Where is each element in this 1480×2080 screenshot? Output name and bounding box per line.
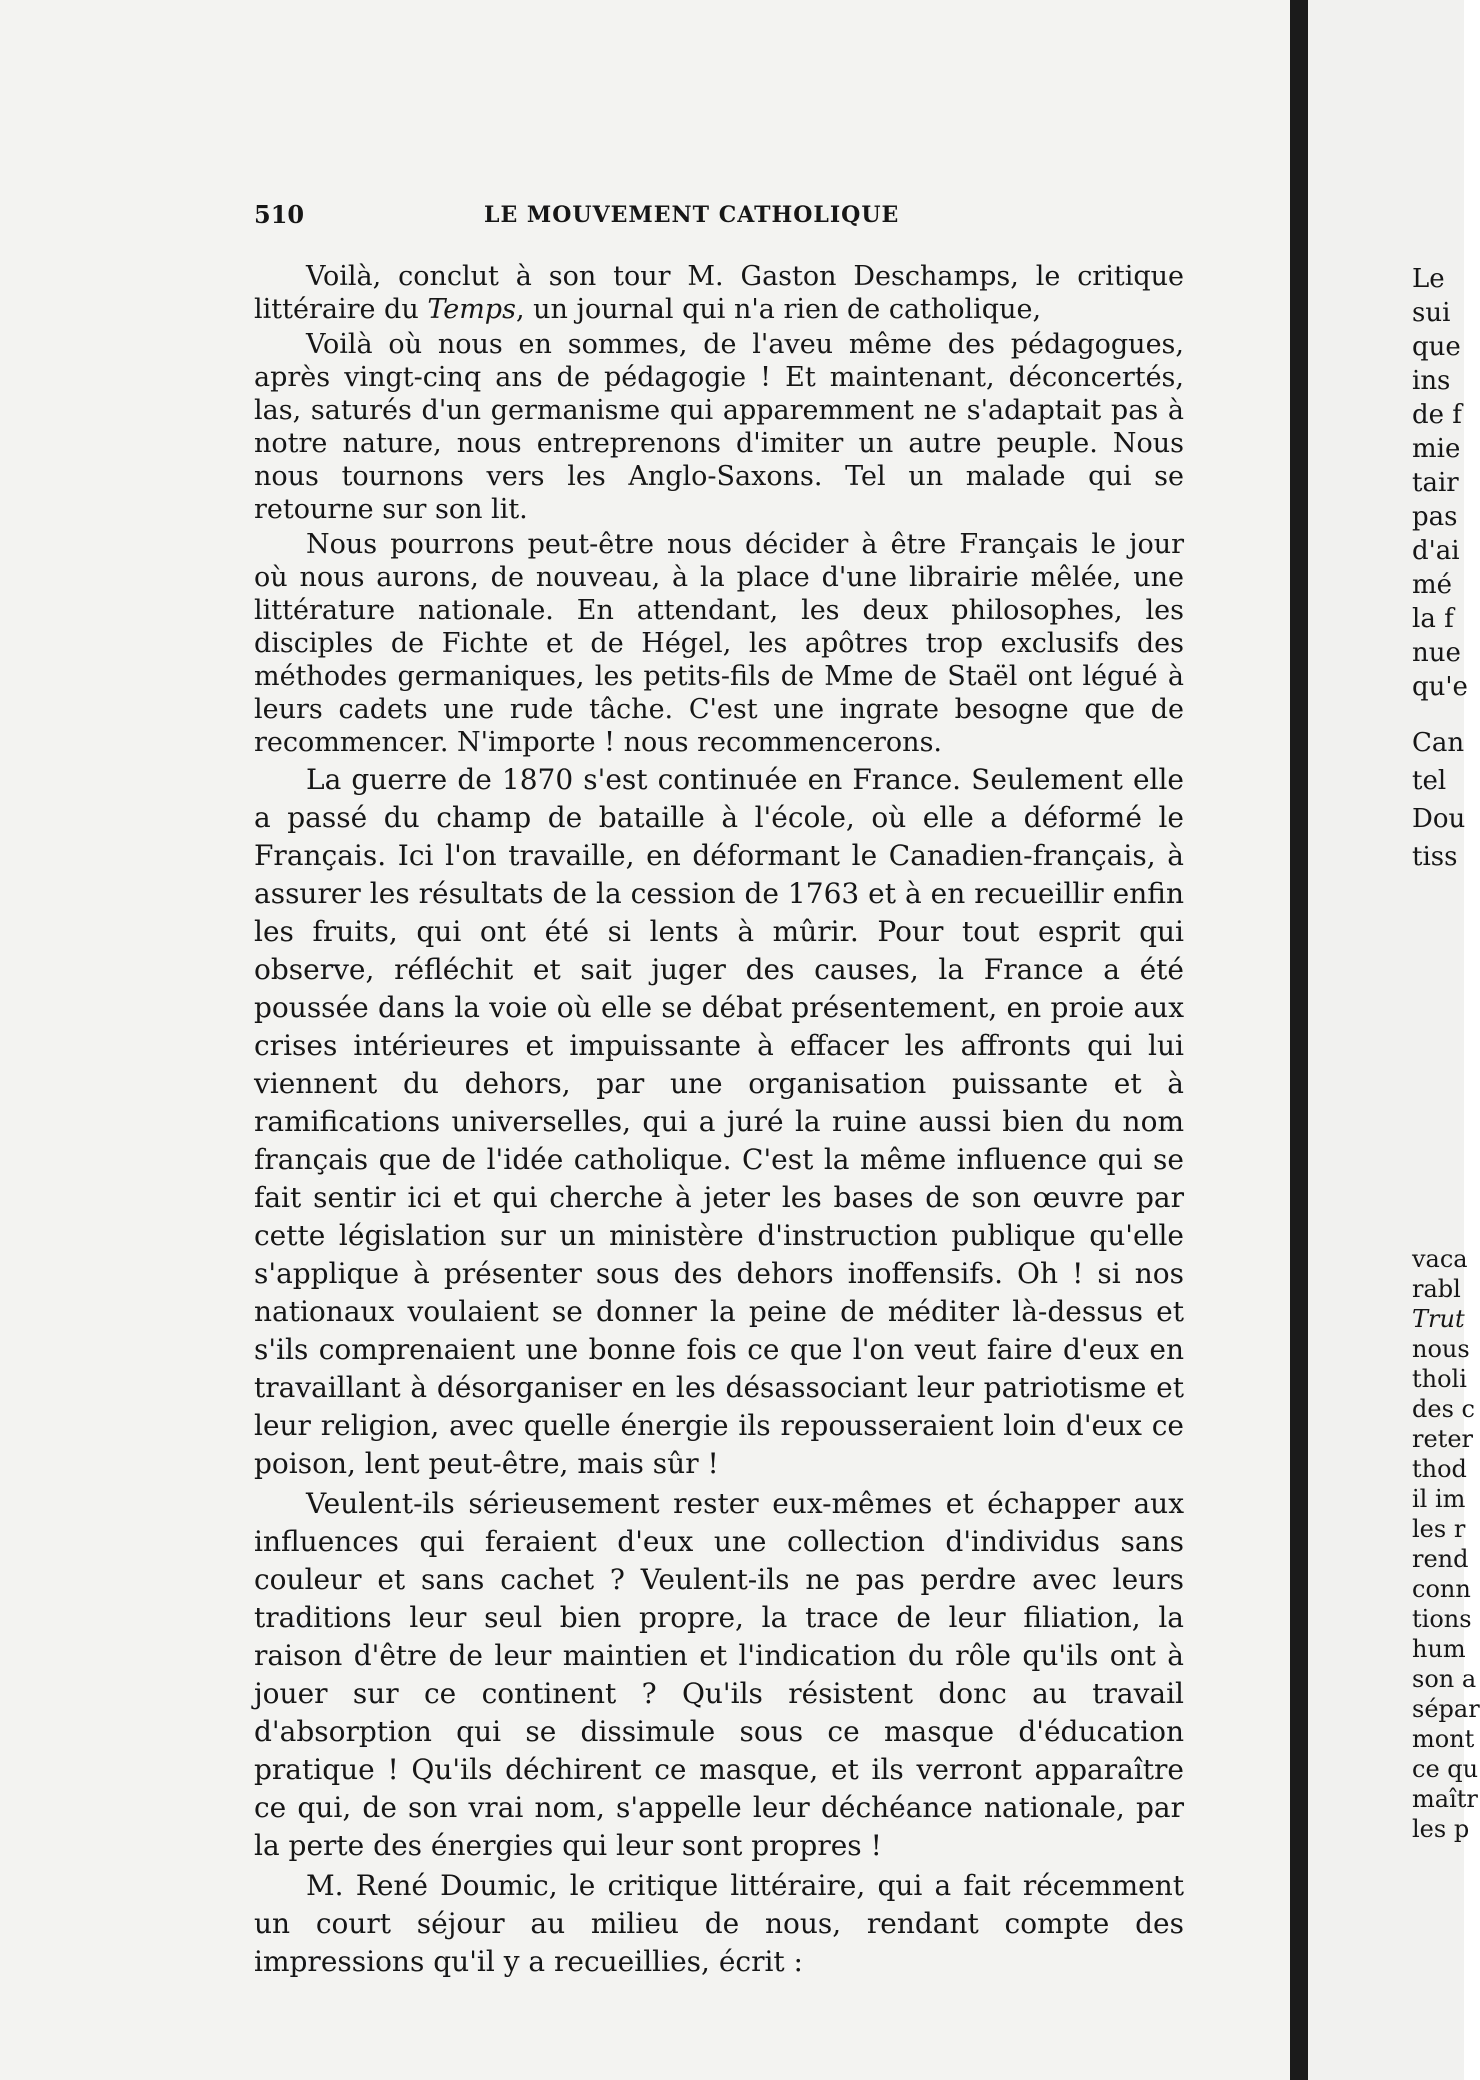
- fragment-line: les r: [1412, 1515, 1466, 1543]
- running-title: LE MOUVEMENT CATHOLIQUE: [484, 202, 900, 228]
- fragment-line: mie: [1412, 434, 1461, 464]
- paragraph: M. René Doumic, le critique littéraire, qui a fait récemment un court séjour au milieu de nous, rendant compte des impressions qu'il y a recueillies, écrit :: [254, 1869, 1184, 1978]
- fragment-line: la f: [1412, 604, 1454, 634]
- fragment-line: qu'e: [1412, 672, 1468, 702]
- fragment-line: pas: [1412, 502, 1458, 532]
- fragment-line: Dou: [1412, 804, 1466, 834]
- fragment-line: conn: [1412, 1575, 1471, 1603]
- fragment-line: d'ai: [1412, 536, 1460, 566]
- fragment-line: mont: [1412, 1725, 1475, 1753]
- fragment-line: nue: [1412, 638, 1461, 668]
- fragment-line: rabl: [1412, 1275, 1461, 1303]
- fragment-line: que: [1412, 332, 1461, 362]
- fragment-line: les p: [1412, 1815, 1470, 1843]
- fragment-line: mé: [1412, 570, 1453, 600]
- fragment-line: tions: [1412, 1605, 1472, 1633]
- fragment-line: ins: [1412, 366, 1451, 396]
- body-text: [254, 260, 1184, 1983]
- fragment-line: tholi: [1412, 1365, 1467, 1393]
- fragment-line: il im: [1412, 1485, 1466, 1513]
- fragment-line: son a: [1412, 1665, 1477, 1693]
- fragment-line: Trut: [1412, 1305, 1465, 1333]
- fragment-line: Can: [1412, 728, 1465, 758]
- paragraph: Veulent-ils sérieusement rester eux-mêmes et échapper aux influences qui feraient d'eux une collection d'individus sans couleur et sans cachet ? Veulent-ils ne pas perdre avec leurs traditions leur seul bien propre, la trace de leur filiation, la raison d'être de leur maintien et l'indication du rôle qu'ils ont à jouer sur ce continent ? Qu'ils résistent donc au travail d'absorption qui se dissimule sous ce masque d'éducation pratique ! Qu'ils déchirent ce masque, et ils verront apparaître ce qui, de son vrai nom, s'appelle leur déchéance nationale, par la perte des énergies qui leur sont propres !: [254, 1487, 1184, 1862]
- paragraph: Nous pourrons peut-être nous décider à être Français le jour où nous aurons, de nouveau, à la place d'une librairie mêlée, une littérature nationale. En attendant, les deux philosophes, les disciples de Fichte et de Hégel, les apôtres trop exclusifs des méthodes germaniques, les petits-fils de Mme de Staël ont légué à leurs cadets une rude tâche. C'est une ingrate besogne que de recommencer. N'importe ! nous recommencerons.: [254, 529, 1184, 758]
- fragment-line: tel: [1412, 766, 1447, 796]
- fragment-line: nous: [1412, 1335, 1470, 1363]
- book-gutter: [1290, 0, 1308, 2080]
- fragment-line: hum: [1412, 1635, 1466, 1663]
- fragment-line: Le: [1412, 264, 1445, 294]
- right-page-fragments-middle: [1412, 724, 1465, 876]
- paragraph: Voilà, conclut à son tour M. Gaston Deschamps, le critique littéraire du Temps, un journal qui n'a rien de catholique,: [254, 261, 1184, 325]
- fragment-line: reter: [1412, 1425, 1473, 1453]
- fragment-line: sépar: [1412, 1695, 1480, 1723]
- fragment-line: rend: [1412, 1545, 1469, 1573]
- fragment-line: sui: [1412, 298, 1451, 328]
- running-head: [254, 200, 1184, 240]
- fragment-line: ce qu: [1412, 1755, 1479, 1783]
- right-page-fragments-top: [1412, 262, 1468, 704]
- fragment-line: tiss: [1412, 842, 1458, 872]
- journal-title: Temps: [427, 294, 516, 325]
- fragment-line: vaca: [1412, 1245, 1468, 1273]
- fragment-line: tair: [1412, 468, 1459, 498]
- page-number: 510: [254, 200, 305, 229]
- fragment-line: maîtr: [1412, 1785, 1478, 1813]
- fragment-line: des c: [1412, 1395, 1475, 1423]
- paragraph: Voilà où nous en sommes, de l'aveu même des pédagogues, après vingt-cinq ans de pédagogie ! Et maintenant, déconcertés, las, saturés d'un germanisme qui apparemment ne s'adaptait pas à notre nature, nous entreprenons d'imiter un autre peuple. Nous nous tournons vers les Anglo-Saxons. Tel un malade qui se retourne sur son lit.: [254, 329, 1184, 525]
- fragment-line: thod: [1412, 1455, 1467, 1483]
- fragment-line: de f: [1412, 400, 1462, 430]
- paragraph: La guerre de 1870 s'est continuée en France. Seulement elle a passé du champ de bataille à l'école, où elle a déformé le Français. Ici l'on travaille, en déformant le Canadien-français, à assurer les résultats de la cession de 1763 et à en recueillir enfin les fruits, qui ont été si lents à mûrir. Pour tout esprit qui observe, réfléchit et sait juger des causes, la France a été poussée dans la voie où elle se débat présentement, en proie aux crises intérieures et impuissante à effacer les affronts qui lui viennent du dehors, par une organisation puissante et à ramifications universelles, qui a juré la ruine aussi bien du nom français que de l'idée catholique. C'est la même influence qui se fait sentir ici et qui cherche à jeter les bases de son œuvre par cette législation sur un ministère d'instruction publique qu'elle s'applique à présenter sous des dehors inoffensifs. Oh ! si nos nationaux voulaient se donner la peine de méditer là-dessus et s'ils comprenaient une bonne fois ce que l'on veut faire d'eux en travaillant à désorganiser en les désassociant leur patriotisme et leur religion, avec quelle énergie ils repousseraient loin d'eux ce poison, lent peut-être, mais sûr !: [254, 763, 1184, 1480]
- right-page-fragments-bottom: [1412, 1244, 1480, 1844]
